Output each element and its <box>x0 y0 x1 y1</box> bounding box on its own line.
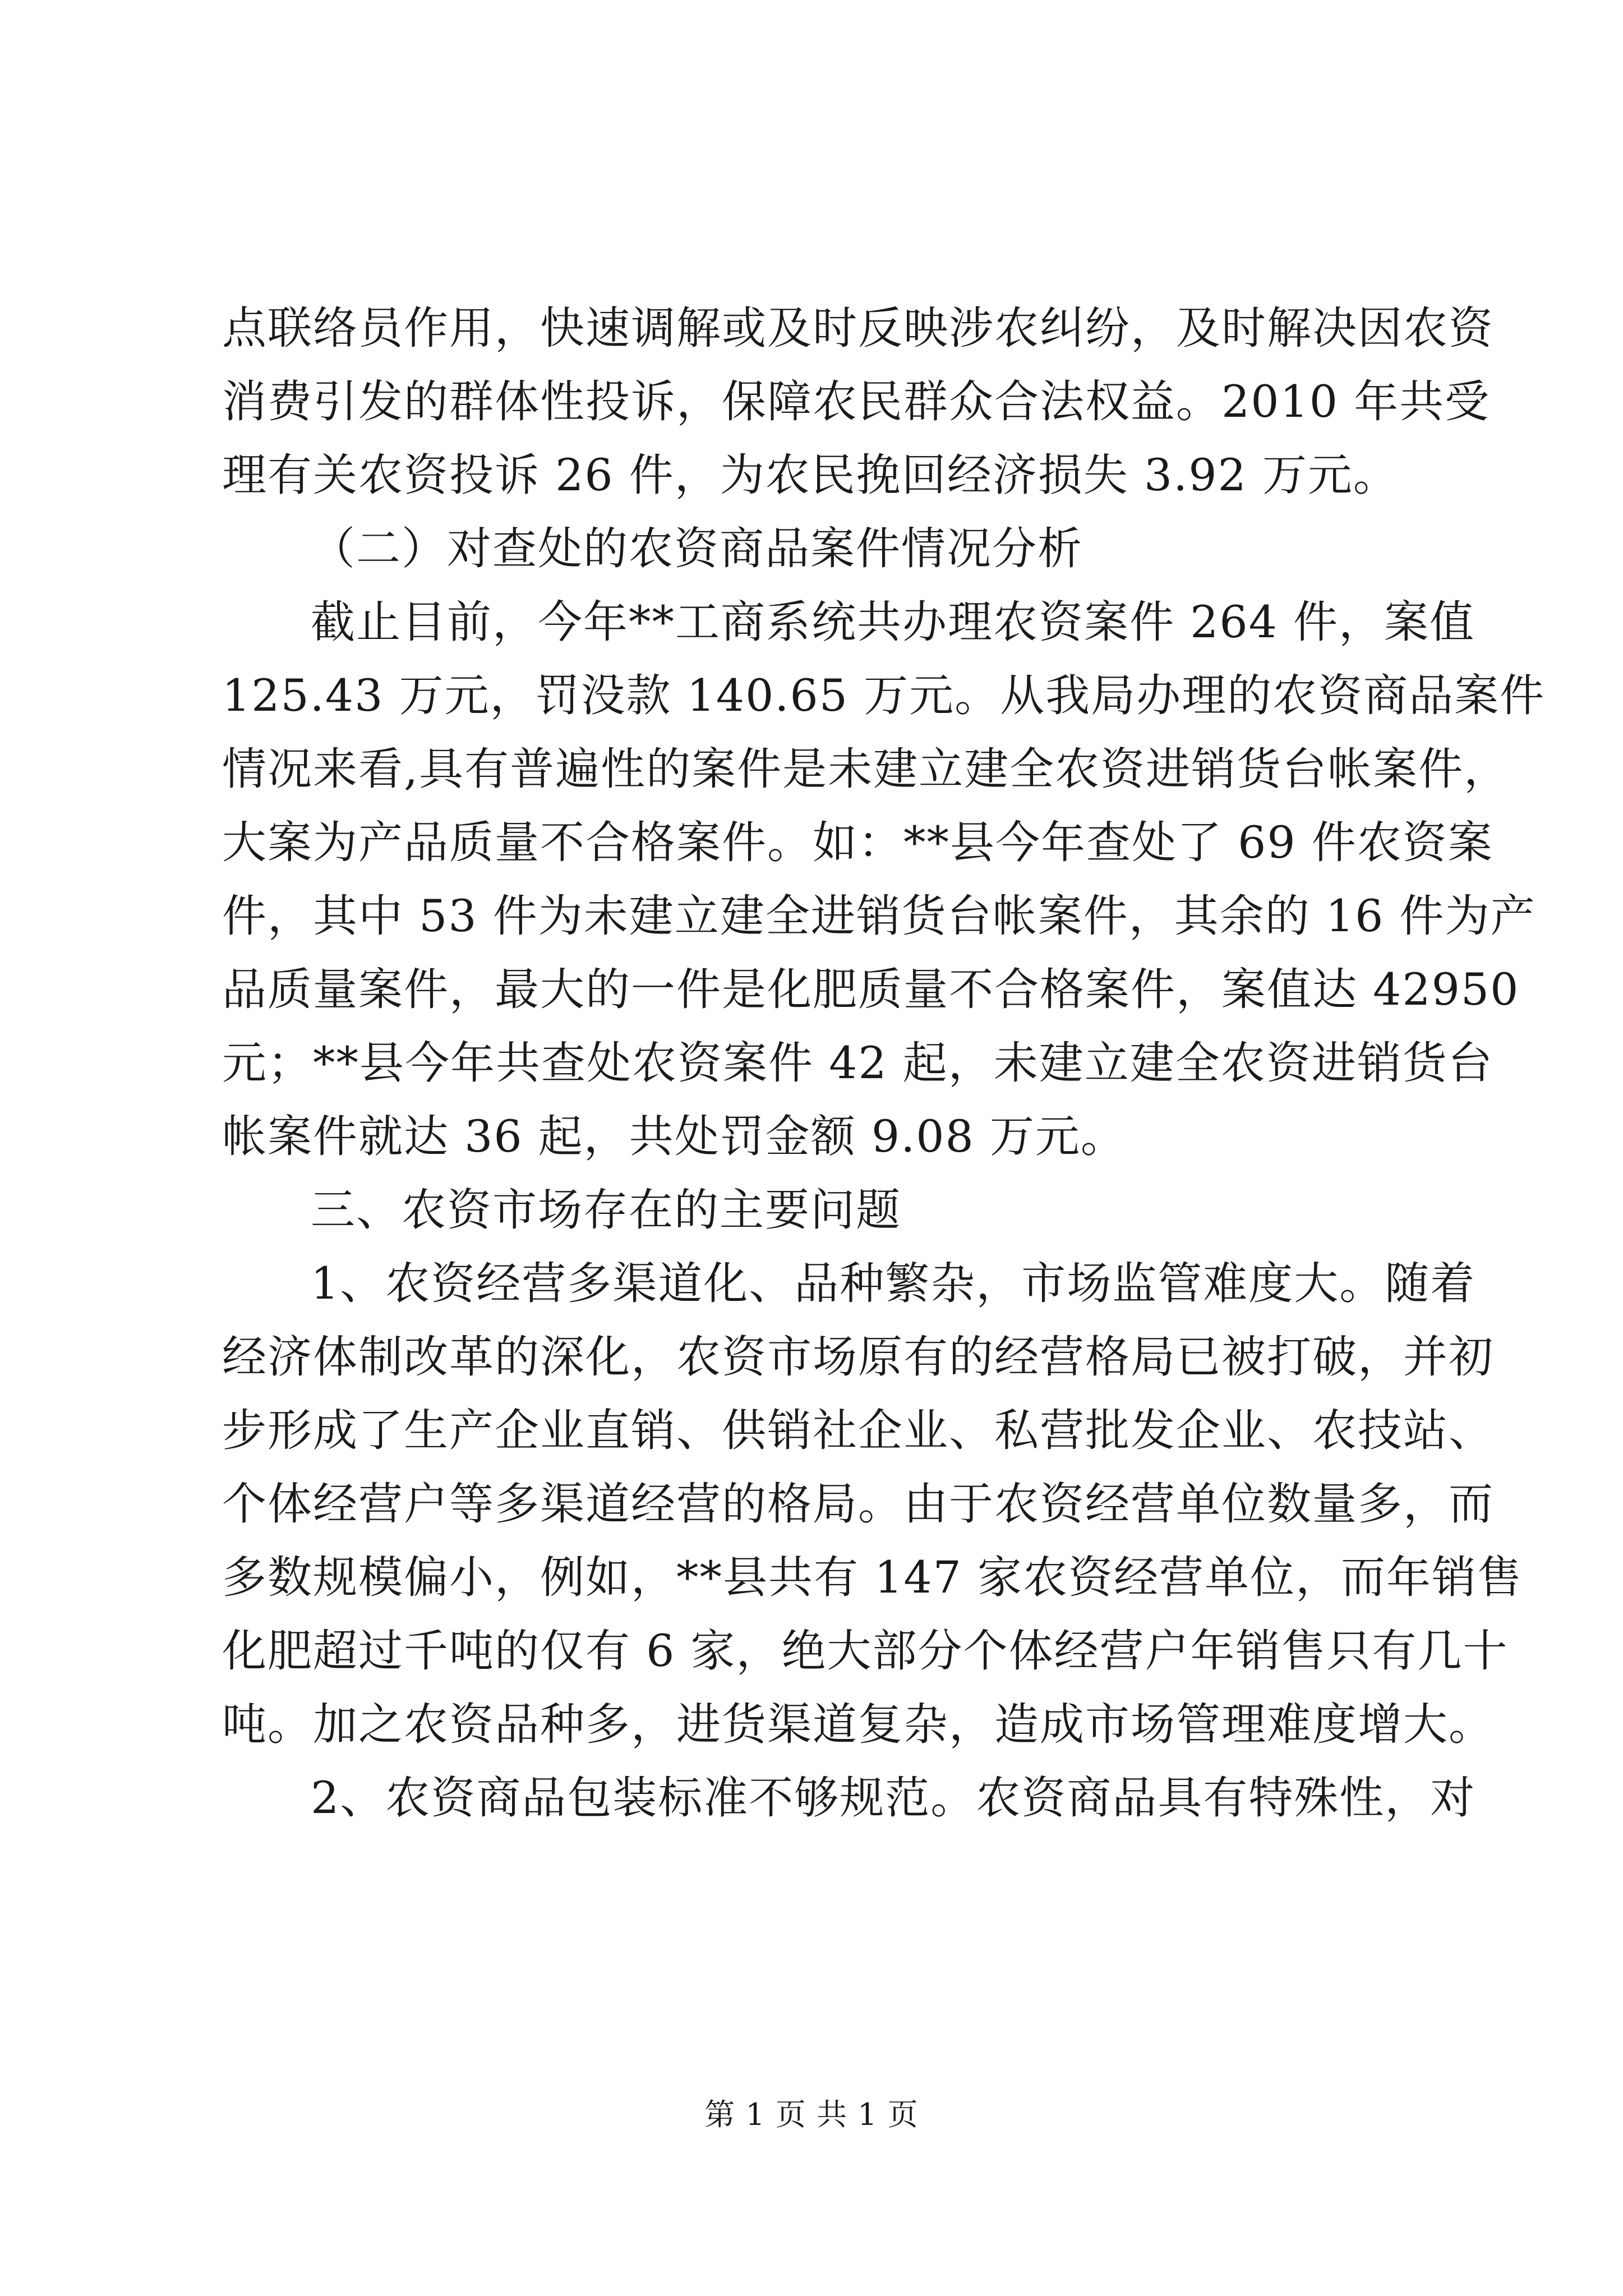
section-heading: （二）对查处的农资商品案件情况分析 <box>311 523 1083 574</box>
text-line: 品质量案件，最大的一件是化肥质量不合格案件，案值达 42950 <box>222 964 1520 1015</box>
page-footer: 第 1 页 共 1 页 <box>704 2097 919 2132</box>
text-line: 125.43 万元，罚没款 140.65 万元。从我局办理的农资商品案件 <box>222 670 1546 721</box>
text-line: 点联络员作用，快速调解或及时反映涉农纠纷，及时解决因农资 <box>222 302 1494 354</box>
text-line: 帐案件就达 36 起，共处罚金额 9.08 万元。 <box>222 1111 1126 1162</box>
text-line: 经济体制改革的深化，农资市场原有的经营格局已被打破，并初 <box>222 1331 1494 1383</box>
paragraph-first-line: 1、农资经营多渠道化、品种繁杂，市场监管难度大。随着 <box>311 1258 1476 1309</box>
text-line: 大案为产品质量不合格案件。如：**县今年查处了 69 件农资案 <box>222 817 1493 868</box>
paragraph-first-line: 截止目前，今年**工商系统共办理农资案件 264 件，案值 <box>311 596 1476 648</box>
text-line: 情况来看,具有普遍性的案件是未建立建全农资进销货台帐案件， <box>222 743 1510 795</box>
text-line: 元；**县今年共查处农资案件 42 起，未建立建全农资进销货台 <box>222 1037 1493 1089</box>
text-line: 消费引发的群体性投诉，保障农民群众合法权益。2010 年共受 <box>222 376 1491 427</box>
text-line: 化肥超过千吨的仅有 6 家，绝大部分个体经营户年销售只有几十 <box>222 1625 1509 1677</box>
text-line: 个体经营户等多渠道经营的格局。由于农资经营单位数量多，而 <box>222 1478 1494 1530</box>
document-body <box>222 292 1546 1835</box>
text-line: 多数规模偏小，例如，**县共有 147 家农资经营单位，而年销售 <box>222 1552 1523 1603</box>
paragraph-first-line: 2、农资商品包装标准不够规范。农资商品具有特殊性，对 <box>311 1772 1476 1824</box>
section-heading: 三、农资市场存在的主要问题 <box>311 1184 901 1236</box>
text-line: 理有关农资投诉 26 件，为农民挽回经济损失 3.92 万元。 <box>222 449 1399 501</box>
text-line: 件，其中 53 件为未建立建全进销货台帐案件，其余的 16 件为产 <box>222 890 1536 942</box>
text-line: 步形成了生产企业直销、供销社企业、私营批发企业、农技站、 <box>222 1405 1494 1456</box>
text-line: 吨。加之农资品种多，进货渠道复杂，造成市场管理难度增大。 <box>222 1699 1494 1750</box>
